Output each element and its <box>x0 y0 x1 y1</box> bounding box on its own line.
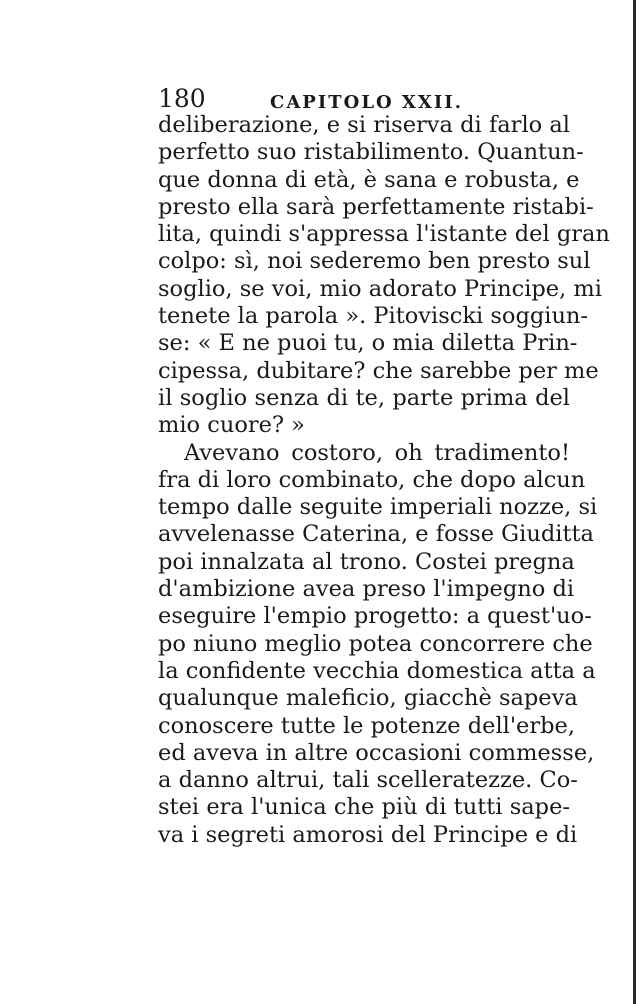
text-line: presto ella sarà perfettamente ristabi- <box>158 193 594 220</box>
text-line: soglio, se voi, mio adorato Principe, mi <box>158 275 602 302</box>
text-line: mio cuore? » <box>158 412 305 439</box>
text-line: qualunque maleficio, giacchè sapeva <box>158 685 578 712</box>
text-line: cipessa, dubitare? che sarebbe per me <box>158 357 599 384</box>
text-line: colpo: sì, noi sederemo ben presto sul <box>158 248 591 275</box>
text-line: conoscere tutte le potenze dell'erbe, <box>158 712 575 739</box>
page-number: 180 <box>158 84 206 113</box>
text-line: se: « E ne puoi tu, o mia diletta Prin- <box>158 330 578 357</box>
text-line: avvelenasse Caterina, e fosse Giuditta <box>158 521 594 548</box>
text-line: lita, quindi s'appressa l'istante del gran <box>158 221 610 248</box>
text-line: a danno altrui, tali scelleratezze. Co- <box>158 767 578 794</box>
text-line: ed aveva in altre occasioni commesse, <box>158 739 595 766</box>
body-text <box>158 112 610 849</box>
text-line: eseguire l'empio progetto: a quest'uo- <box>158 603 592 630</box>
text-line: poi innalzata al trono. Costei pregna <box>158 548 575 575</box>
text-line: po niuno meglio potea concorrere che <box>158 630 593 657</box>
text-line: perfetto suo ristabilimento. Quantun- <box>158 139 584 166</box>
text-line: stei era l'unica che più di tutti sape- <box>158 794 570 821</box>
text-line: d'ambizione avea preso l'impegno di <box>158 576 575 603</box>
text-line: tenete la parola ». Pitoviscki soggiun- <box>158 303 589 330</box>
text-line: deliberazione, e si riserva di farlo al <box>158 112 570 138</box>
running-head: CAPITOLO XXII. <box>270 92 463 113</box>
text-line: que donna di età, è sana e robusta, e <box>158 166 580 193</box>
text-line: fra di loro combinato, che dopo alcun <box>158 466 586 493</box>
text-line: tempo dalle seguite imperiali nozze, si <box>158 494 598 521</box>
text-line: va i segreti amorosi del Principe e di <box>158 821 578 848</box>
text-line: il soglio senza di te, parte prima del <box>158 384 570 411</box>
text-line: Avevano costoro, oh tradimento! <box>184 439 570 466</box>
page-header <box>158 84 578 114</box>
text-line: la confidente vecchia domestica atta a <box>158 657 596 684</box>
